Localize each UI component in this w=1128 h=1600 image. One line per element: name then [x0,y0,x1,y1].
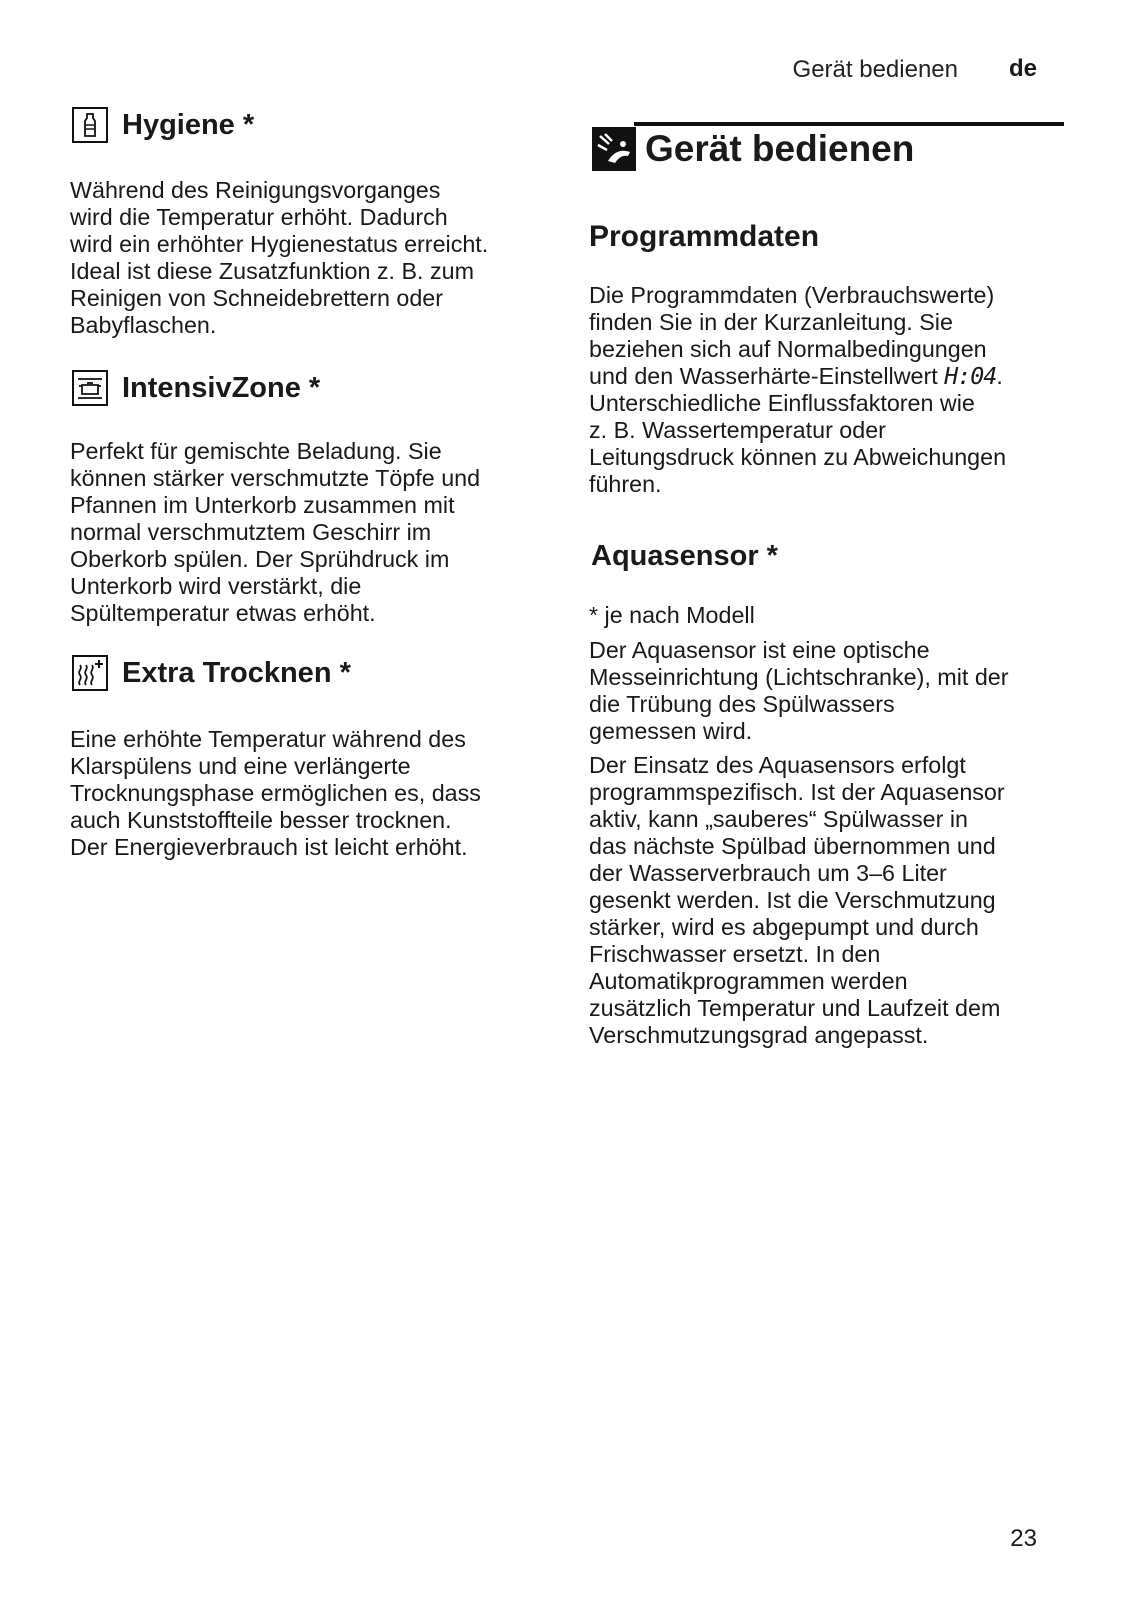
running-header-language: de [1008,55,1037,82]
extra-trocknen-title: Extra Trocknen * [122,656,351,689]
text-line: Trocknungsphase ermöglichen es, dass [70,780,481,806]
text-line: z. B. Wassertemperatur oder [589,417,886,443]
intensivzone-text [70,438,480,627]
text-line: Messeinrichtung (Lichtschranke), mit der [589,664,1009,690]
hygiene-bottle-icon [72,107,108,143]
aquasensor-note [589,602,755,629]
programmdaten-title: Programmdaten [589,220,820,253]
text-line: stärker, wird es abgepumpt und durch [589,914,979,940]
display-code: H:04 [944,363,997,390]
hygiene-heading [72,107,254,143]
text-line: Perfekt für gemischte Beladung. Sie [70,438,442,464]
text-line: Während des Reinigungsvorganges [70,177,441,203]
text-line: Der Aquasensor ist eine optische [589,637,930,663]
hygiene-text [70,177,488,339]
text-line: Pfannen im Unterkorb zusammen mit [70,492,455,518]
aquasensor-text-2 [589,752,1005,1049]
text-fragment: . [996,363,1003,389]
text-line: finden Sie in der Kurzanleitung. Sie [589,309,953,335]
extra-trocknen-heading [72,655,351,691]
text-line: Frischwasser ersetzt. In den [589,941,881,967]
text-line: Klarspülens und eine verlängerte [70,753,411,779]
text-line: Spültemperatur etwas erhöht. [70,600,376,626]
running-header-section: Gerät bedienen [792,56,958,83]
page-number: 23 [1010,1525,1037,1552]
text-line: Die Programmdaten (Verbrauchswerte) [589,282,995,308]
text-line: wird ein erhöhter Hygienestatus erreicht. [70,231,489,257]
text-line: auch Kunststoffteile besser trocknen. [70,807,452,833]
hygiene-title: Hygiene * [122,108,255,141]
text-line: der Wasserverbrauch um 3–6 Liter [589,860,947,886]
text-line: Babyflaschen. [70,312,217,338]
text-line: aktiv, kann „sauberes“ Spülwasser in [589,806,968,832]
text-line: das nächste Spülbad übernommen und [589,833,996,859]
text-line: gemessen wird. [589,718,753,744]
aquasensor-title: Aquasensor * [591,540,778,572]
extra-trocknen-text [70,726,481,861]
text-line: führen. [589,471,662,497]
operate-appliance-hand-icon [592,127,636,171]
text-line: die Trübung des Spülwassers [589,691,895,717]
text-line: Verschmutzungsgrad angepasst. [589,1022,929,1048]
text-line: Oberkorb spülen. Der Sprühdruck im [70,546,450,572]
text-line: zusätzlich Temperatur und Laufzeit dem [589,995,1001,1021]
text-line: Unterschiedliche Einflussfaktoren wie [589,390,975,416]
text-line: Eine erhöhte Temperatur während des [70,726,466,752]
text-line: Automatikprogrammen werden [589,968,908,994]
text-line: können stärker verschmutzte Töpfe und [70,465,481,491]
intensive-zone-pot-icon [72,370,108,406]
text-line: Reinigen von Schneidebrettern oder [70,285,444,311]
intensivzone-title: IntensivZone * [122,371,321,404]
text-line: Der Einsatz des Aquasensors erfolgt [589,752,966,778]
text-line: programmspezifisch. Ist der Aquasensor [589,779,1005,805]
aquasensor-text-1 [589,637,1009,745]
intensivzone-heading [72,370,320,406]
extra-dry-steam-icon [72,655,108,691]
text-line: Unterkorb wird verstärkt, die [70,573,362,599]
footnote-text: * je nach Modell [589,602,755,628]
text-line: Der Energieverbrauch ist leicht erhöht. [70,834,468,860]
programmdaten-text [589,282,1006,498]
text-line: beziehen sich auf Normalbedingungen [589,336,987,362]
text-line: Ideal ist diese Zusatzfunktion z. B. zum [70,258,474,284]
section-rule [634,122,1064,126]
main-title: Gerät bedienen [645,128,915,169]
text-line-with-code [589,363,1006,390]
text-line: wird die Temperatur erhöht. Dadurch [70,204,448,230]
text-line: gesenkt werden. Ist die Verschmutzung [589,887,996,913]
text-line: normal verschmutztem Geschirr im [70,519,432,545]
text-line: Leitungsdruck können zu Abweichungen [589,444,1007,470]
text-fragment: und den Wasserhärte-Einstellwert [589,363,945,389]
main-heading [592,127,914,171]
